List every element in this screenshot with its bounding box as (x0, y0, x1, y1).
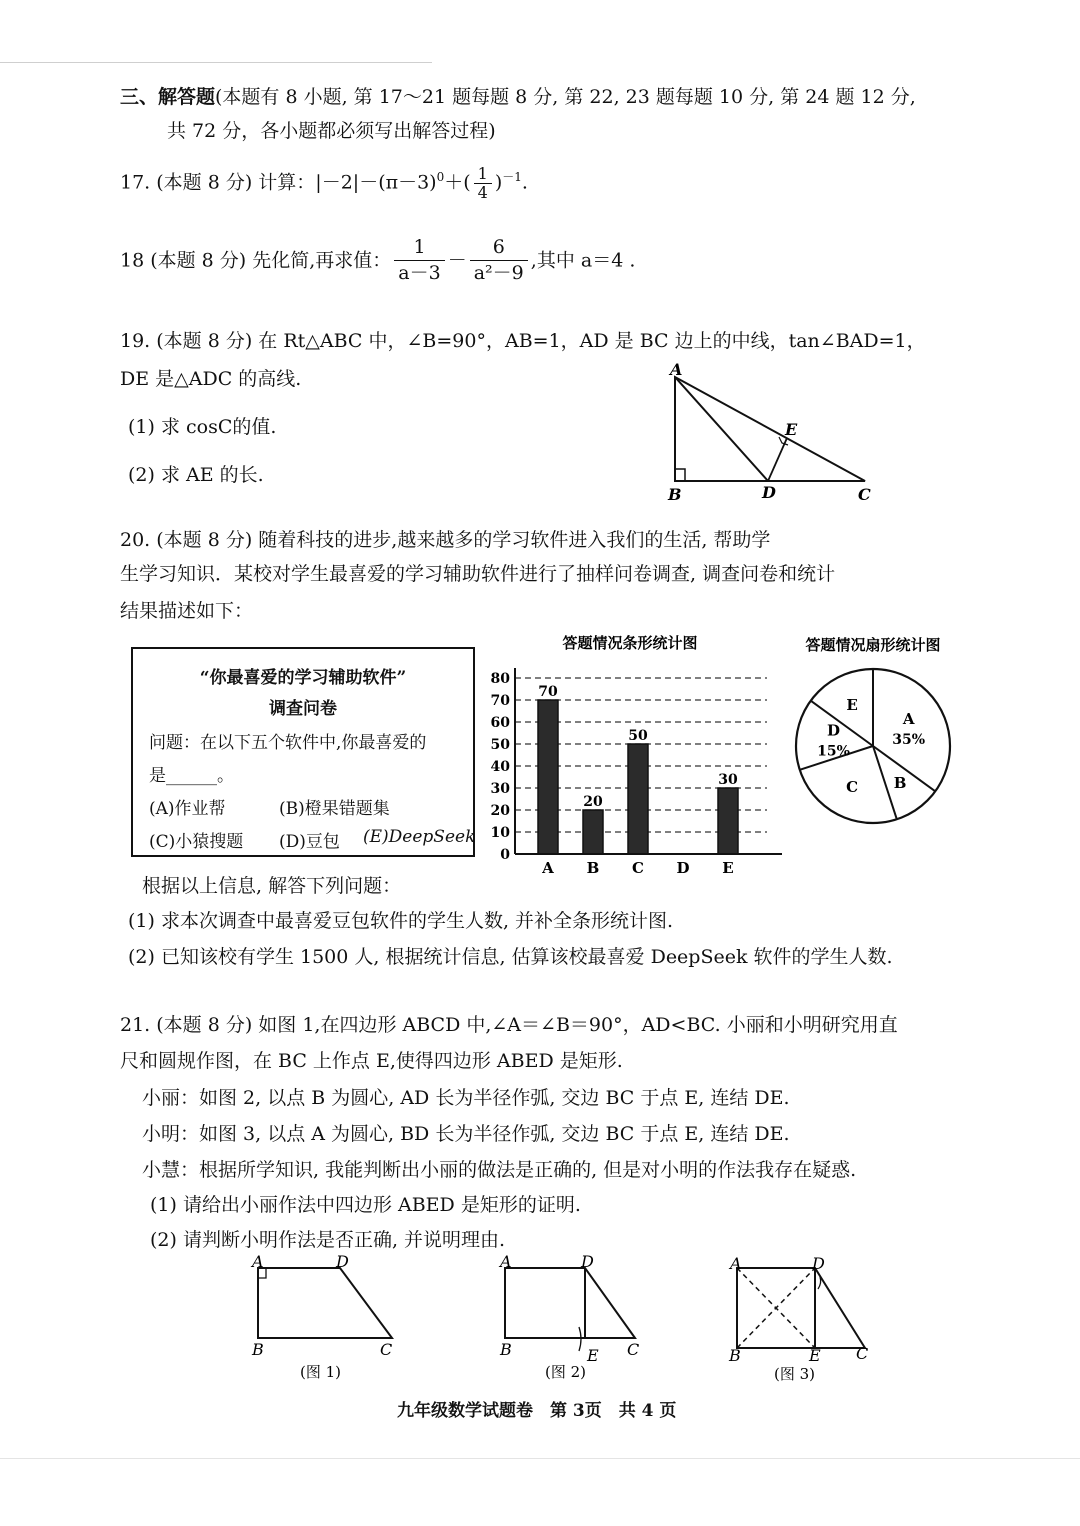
label-c: C (858, 485, 871, 504)
pie-chart (785, 626, 965, 836)
bar-x-tick-label: E (722, 859, 734, 877)
q20-line1: 20. (本题 8 分) 随着科技的进步,越来越多的学习软件进入我们的生活, 帮助学 (120, 529, 771, 551)
q21-figure-2 (495, 1253, 655, 1393)
label-e: E (785, 420, 798, 439)
q18-fraction-2 (470, 235, 528, 286)
fig1-caption: (图 1) (300, 1363, 342, 1381)
question-18 (120, 235, 635, 286)
q17-exp-neg: －1 (502, 170, 522, 185)
q19-line2: DE 是△ADC 的高线. (120, 368, 302, 390)
bar-x-tick-label: D (676, 859, 690, 877)
fig3-label-e: E (809, 1346, 821, 1365)
bar-a (538, 700, 558, 854)
survey-option-b: (B)橙果错题集 (279, 799, 390, 819)
bar-chart (482, 626, 782, 882)
q21-xiaoming: 小明：如图 3, 以点 A 为圆心, BD 长为半径作弧, 交边 BC 于点 E, 连结 DE. (142, 1123, 790, 1145)
fig3-label-a: A (730, 1254, 742, 1273)
q20-sub1: (1) 求本次调查中最喜爱豆包软件的学生人数, 并补全条形统计图. (128, 910, 674, 932)
survey-question-line1: 问题：在以下五个软件中,你最喜爱的 (149, 733, 427, 753)
bar-y-tick-label: 70 (490, 693, 510, 709)
q17-label: 17. (本题 8 分) 计算： (120, 171, 316, 194)
bar-c (628, 744, 648, 854)
q21-line1: 21. (本题 8 分) 如图 1,在四边形 ABCD 中,∠A＝∠B＝90°，AD<BC. 小丽和小明研究用直 (120, 1014, 898, 1036)
pie-slice-a (892, 710, 925, 748)
q17-expr: |－2|－(π－3) (315, 171, 437, 194)
survey-option-e: (E)DeepSeek (363, 827, 476, 847)
fig1-quadrilateral (258, 1268, 392, 1338)
q18-fraction-1 (394, 235, 444, 286)
bar-data-label: 50 (628, 728, 648, 744)
page-footer: 九年级数学试题卷 第 3页 共 4 页 (397, 1401, 677, 1421)
fig2-label-b: B (500, 1340, 512, 1359)
section-title: 三、解答题 (120, 86, 216, 108)
fig3-label-d: D (812, 1254, 825, 1273)
fig2-quadrilateral (505, 1268, 635, 1338)
pie-slice-label: D (826, 721, 841, 740)
fig3-caption: (图 3) (774, 1365, 816, 1383)
bar-data-label: 30 (718, 772, 738, 788)
q21-figure-1 (240, 1253, 410, 1393)
pie-slice-c (846, 778, 858, 796)
pie-slice-label: E (846, 696, 858, 715)
q18-f2-num: 6 (470, 235, 528, 261)
label-b: B (668, 485, 682, 504)
q18-f1-den: a－3 (398, 262, 441, 284)
bar-y-tick-label: 50 (490, 737, 510, 753)
label-a: A (670, 360, 683, 379)
q20-line3: 结果描述如下： (120, 600, 254, 622)
scan-edge-line (0, 62, 432, 63)
bar-b (583, 810, 603, 854)
q17-end: . (521, 171, 528, 194)
q17-frac-den: 4 (477, 183, 488, 202)
q17-plus: ＋( (444, 171, 471, 194)
q17-exp-zero: 0 (436, 170, 445, 185)
q17-fraction (474, 165, 492, 202)
section-intro-line1: (本题有 8 小题, 第 17～21 题每题 8 分, 第 22, 23 题每题 10 分, 第 24 题 12 分, (215, 86, 916, 108)
pie-slice-label: C (846, 777, 859, 796)
fig1-label-a: A (252, 1253, 264, 1271)
q17-close: ) (494, 171, 503, 194)
survey-option-d: (D)豆包 (279, 832, 340, 852)
pie-slice-boundary (811, 701, 873, 746)
pie-slice-percent: 35% (892, 731, 926, 748)
section-intro-line2: 共 72 分，各小题都必须写出解答过程) (167, 120, 496, 142)
bar-data-label: 70 (538, 684, 558, 700)
survey-question-line2: 是______。 (149, 766, 234, 786)
q21-line2: 尺和圆规作图，在 BC 上作点 E,使得四边形 ABED 是矩形. (120, 1050, 623, 1072)
q20-line2: 生学习知识．某校对学生最喜爱的学习辅助软件进行了抽样问卷调查, 调查问卷和统计 (120, 563, 836, 585)
fig3-quadrilateral (737, 1268, 865, 1348)
triangle-abc (675, 377, 865, 481)
bar-x-tick-label: B (586, 859, 600, 877)
pie-slice-d (817, 722, 850, 760)
median-ad (675, 377, 768, 481)
bar-y-tick-label: 80 (490, 671, 510, 687)
fig1-label-c: C (380, 1340, 393, 1359)
bar-y-tick-label: 60 (490, 715, 510, 731)
question-17 (120, 165, 528, 202)
fig3-label-b: B (729, 1346, 741, 1365)
pie-slice-label: A (902, 709, 915, 728)
q18-f1-num: 1 (394, 235, 444, 261)
q21-xiaoli: 小丽：如图 2, 以点 B 为圆心, AD 长为半径作弧, 交边 BC 于点 E, 连结 DE. (142, 1087, 790, 1109)
pie-slice-label: B (893, 774, 907, 793)
fig2-label-e: E (587, 1346, 599, 1365)
pie-slice-e (846, 696, 857, 714)
q18-tail: ,其中 a＝4 . (530, 249, 636, 272)
q21-sub2: (2) 请判断小明作法是否正确, 并说明理由. (150, 1229, 506, 1251)
fig2-label-a: A (500, 1253, 512, 1271)
survey-option-c: (C)小猿搜题 (149, 832, 244, 852)
fig2-caption: (图 2) (545, 1363, 587, 1381)
bar-y-tick-label: 10 (490, 825, 510, 841)
bar-chart-title: 答题情况条形统计图 (562, 634, 698, 652)
fig3-arc (818, 1277, 821, 1289)
bar-e (718, 788, 738, 854)
bar-x-tick-label: A (542, 859, 554, 877)
pie-slice-percent: 15% (817, 743, 850, 760)
fig3-label-c: C (856, 1344, 869, 1363)
bar-y-tick-label: 40 (490, 759, 510, 775)
bar-y-tick-label: 30 (490, 781, 510, 797)
survey-box (131, 647, 475, 857)
q21-sub1: (1) 请给出小丽作法中四边形 ABED 是矩形的证明. (150, 1194, 581, 1216)
q19-line1: 19. (本题 8 分) 在 Rt△ABC 中，∠B=90°，AB=1，AD 是 BC 边上的中线，tan∠BAD=1， (120, 330, 926, 352)
q18-minus: － (447, 249, 467, 272)
q20-prompt: 根据以上信息, 解答下列问题： (142, 875, 402, 897)
right-angle-b-mark (675, 469, 685, 481)
survey-title: “你最喜爱的学习辅助软件” (199, 668, 407, 688)
q21-figure-3 (722, 1253, 882, 1393)
q17-frac-num: 1 (474, 165, 492, 184)
survey-option-a: (A)作业帮 (149, 799, 226, 819)
fig2-label-c: C (627, 1340, 640, 1359)
q19-triangle-figure (640, 355, 890, 505)
q20-sub2: (2) 已知该校有学生 1500 人, 根据统计信息, 估算该校最喜爱 DeepSeek 软件的学生人数. (128, 946, 893, 968)
altitude-de (768, 438, 787, 481)
bar-y-tick-label: 0 (500, 847, 510, 863)
label-d: D (762, 483, 776, 502)
fig2-label-d: D (581, 1253, 594, 1271)
section-header (120, 85, 916, 109)
bar-data-label: 20 (583, 794, 603, 810)
q18-f2-den: a²－9 (473, 262, 524, 284)
fig1-label-b: B (252, 1340, 264, 1359)
survey-subtitle: 调查问卷 (269, 699, 337, 719)
bar-x-tick-label: C (632, 859, 644, 877)
pie-chart-title: 答题情况扇形统计图 (805, 636, 941, 654)
q21-xiaohui: 小慧：根据所学知识, 我能判断出小丽的做法是正确的, 但是对小明的作法我存在疑惑. (142, 1159, 857, 1181)
fig1-label-d: D (336, 1253, 349, 1271)
pie-slice-b (894, 774, 907, 792)
q19-sub1: (1) 求 cosC的值. (128, 416, 277, 438)
bar-y-tick-label: 20 (490, 803, 510, 819)
q19-sub2: (2) 求 AE 的长. (128, 464, 264, 486)
q18-label: 18 (本题 8 分) 先化简,再求值： (120, 249, 392, 272)
scan-bottom-edge (0, 1458, 1080, 1459)
